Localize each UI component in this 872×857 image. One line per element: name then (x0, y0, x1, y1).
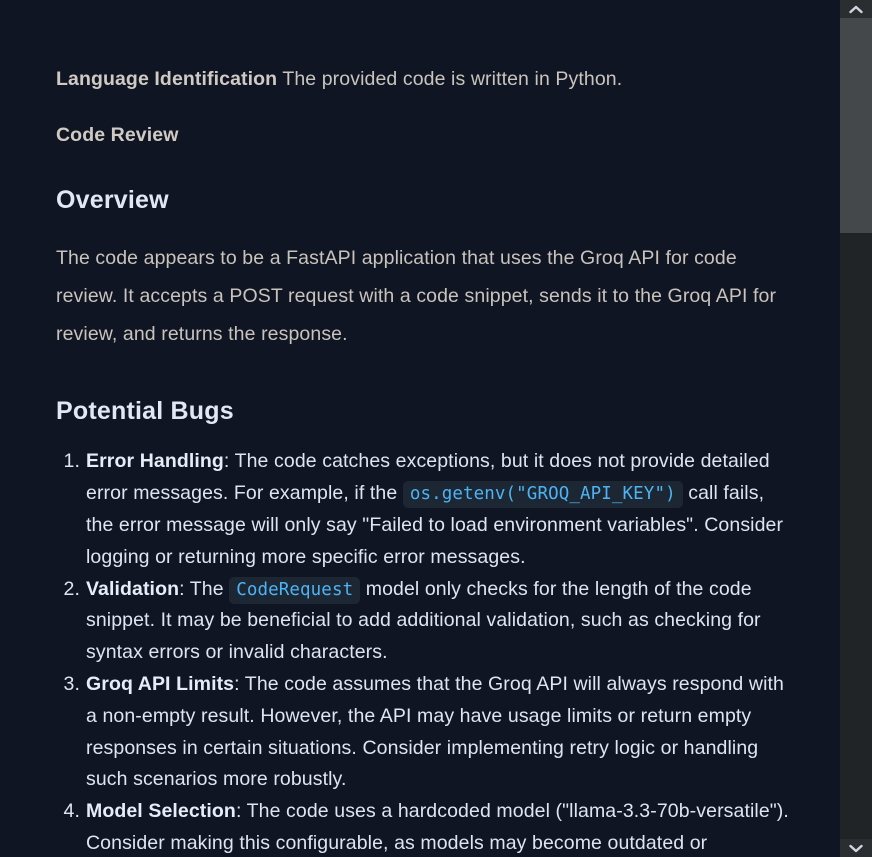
potential-bugs-list (56, 426, 792, 857)
bug-text-after-code: model only checks for the length of the code snippet. It may be beneficial to add additional validation, such as checking for syntax errors or invalid characters. (86, 577, 761, 664)
language-identification-value: The provided code is written in Python. (277, 68, 623, 90)
bug-title: Validation (86, 577, 180, 600)
bug-title: Error Handling (86, 450, 224, 473)
bug-text-before-code: : The code assumes that the Groq API will always respond with a non-empty result. However, the API may have usage limits or return empty responses in certain situations. Consider implementing retry logic or handling such scenarios more robustly. (86, 672, 784, 791)
scroll-down-button[interactable] (840, 839, 872, 857)
scroll-up-button[interactable] (840, 0, 872, 18)
list-item (56, 574, 792, 669)
list-item (56, 796, 792, 857)
bug-text-before-code: : The code catches exceptions, but it does not provide detailed error messages. For example, if the (86, 450, 770, 505)
overview-paragraph: The code appears to be a FastAPI application that uses the Groq API for code review. It accepts a POST request with a code snippet, sends it to the Groq API for review, and returns the response. (56, 247, 777, 346)
potential-bugs-heading: Potential Bugs (56, 397, 234, 426)
bug-text-after-code: call fails, the error message will only say "Failed to load environment variables". Consider logging or returning more specific error messages. (86, 482, 784, 568)
scrollbar-track[interactable] (840, 18, 872, 839)
review-markdown-block (56, 150, 792, 857)
code-review-label: Code Review (56, 124, 179, 147)
language-identification-line (56, 0, 792, 94)
list-item (56, 669, 792, 796)
bug-text-before-code: : The code uses a hardcoded model ("llama-3.3-70b-versatile"). Consider making this configurable, as models may become outdated or (86, 800, 789, 854)
chevron-up-icon (849, 5, 863, 14)
inline-code-snippet: os.getenv("GROQ_API_KEY") (403, 481, 683, 508)
bug-text-before-code: : The (179, 577, 230, 600)
language-identification-label: Language Identification (56, 68, 278, 90)
list-item (56, 446, 792, 573)
overview-heading: Overview (56, 186, 169, 215)
inline-code-snippet: CodeRequest (229, 577, 360, 604)
bug-title: Groq API Limits (86, 672, 235, 695)
vertical-scrollbar[interactable] (840, 0, 872, 857)
chevron-down-icon (849, 844, 863, 853)
scrollbar-thumb[interactable] (840, 18, 872, 233)
bug-title: Model Selection (86, 800, 236, 823)
